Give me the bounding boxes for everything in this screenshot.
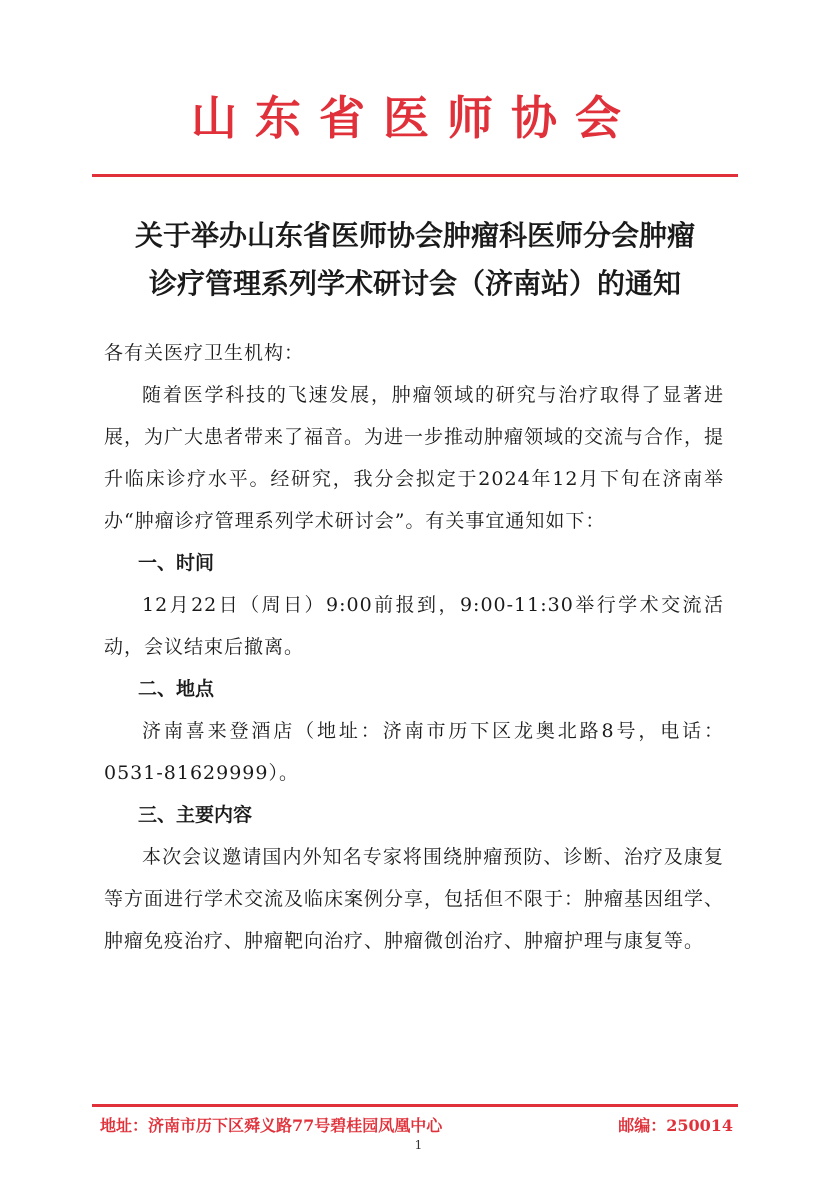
document-title [92, 212, 738, 308]
section-heading-time: 一、时间 [138, 552, 215, 574]
letterhead-divider [92, 174, 738, 177]
intro-paragraph: 随着医学科技的飞速发展，肿瘤领域的研究与治疗取得了显著进展，为广大患者带来了福音。为进一步推动肿瘤领域的交流与合作，提升临床诊疗水平。经研究，我分会拟定于2024年12月下旬在济南举办“肿瘤诊疗管理系列学术研讨会”。有关事宜通知如下： [104, 384, 725, 532]
section-text-time: 12月22日（周日）9:00前报到，9:00-11:30举行学术交流活动，会议结束后撤离。 [104, 594, 724, 658]
section-heading-content: 三、主要内容 [138, 804, 253, 826]
section-text-location: 济南喜来登酒店（地址：济南市历下区龙奥北路8号，电话：0531-81629999）。 [104, 720, 724, 784]
title-line-2: 诊疗管理系列学术研讨会（济南站）的通知 [148, 267, 681, 300]
document-body [104, 332, 724, 962]
section-text-content: 本次会议邀请国内外知名专家将围绕肿瘤预防、诊断、治疗及康复等方面进行学术交流及临床案例分享，包括但不限于：肿瘤基因组学、肿瘤免疫治疗、肿瘤靶向治疗、肿瘤微创治疗、肿瘤护理与康复等。 [104, 846, 725, 952]
page-number: 1 [414, 1138, 423, 1152]
section-heading-location: 二、地点 [138, 678, 215, 700]
footer-postcode: 邮编：250014 [618, 1116, 733, 1135]
footer-address: 地址：济南市历下区舜义路77号碧桂园凤凰中心 [100, 1116, 443, 1135]
salutation: 各有关医疗卫生机构： [104, 342, 305, 364]
organization-letterhead: 山东省医师协会 [191, 91, 639, 145]
title-line-1: 关于举办山东省医师协会肿瘤科医师分会肿瘤 [134, 219, 695, 252]
footer-divider [92, 1104, 738, 1107]
